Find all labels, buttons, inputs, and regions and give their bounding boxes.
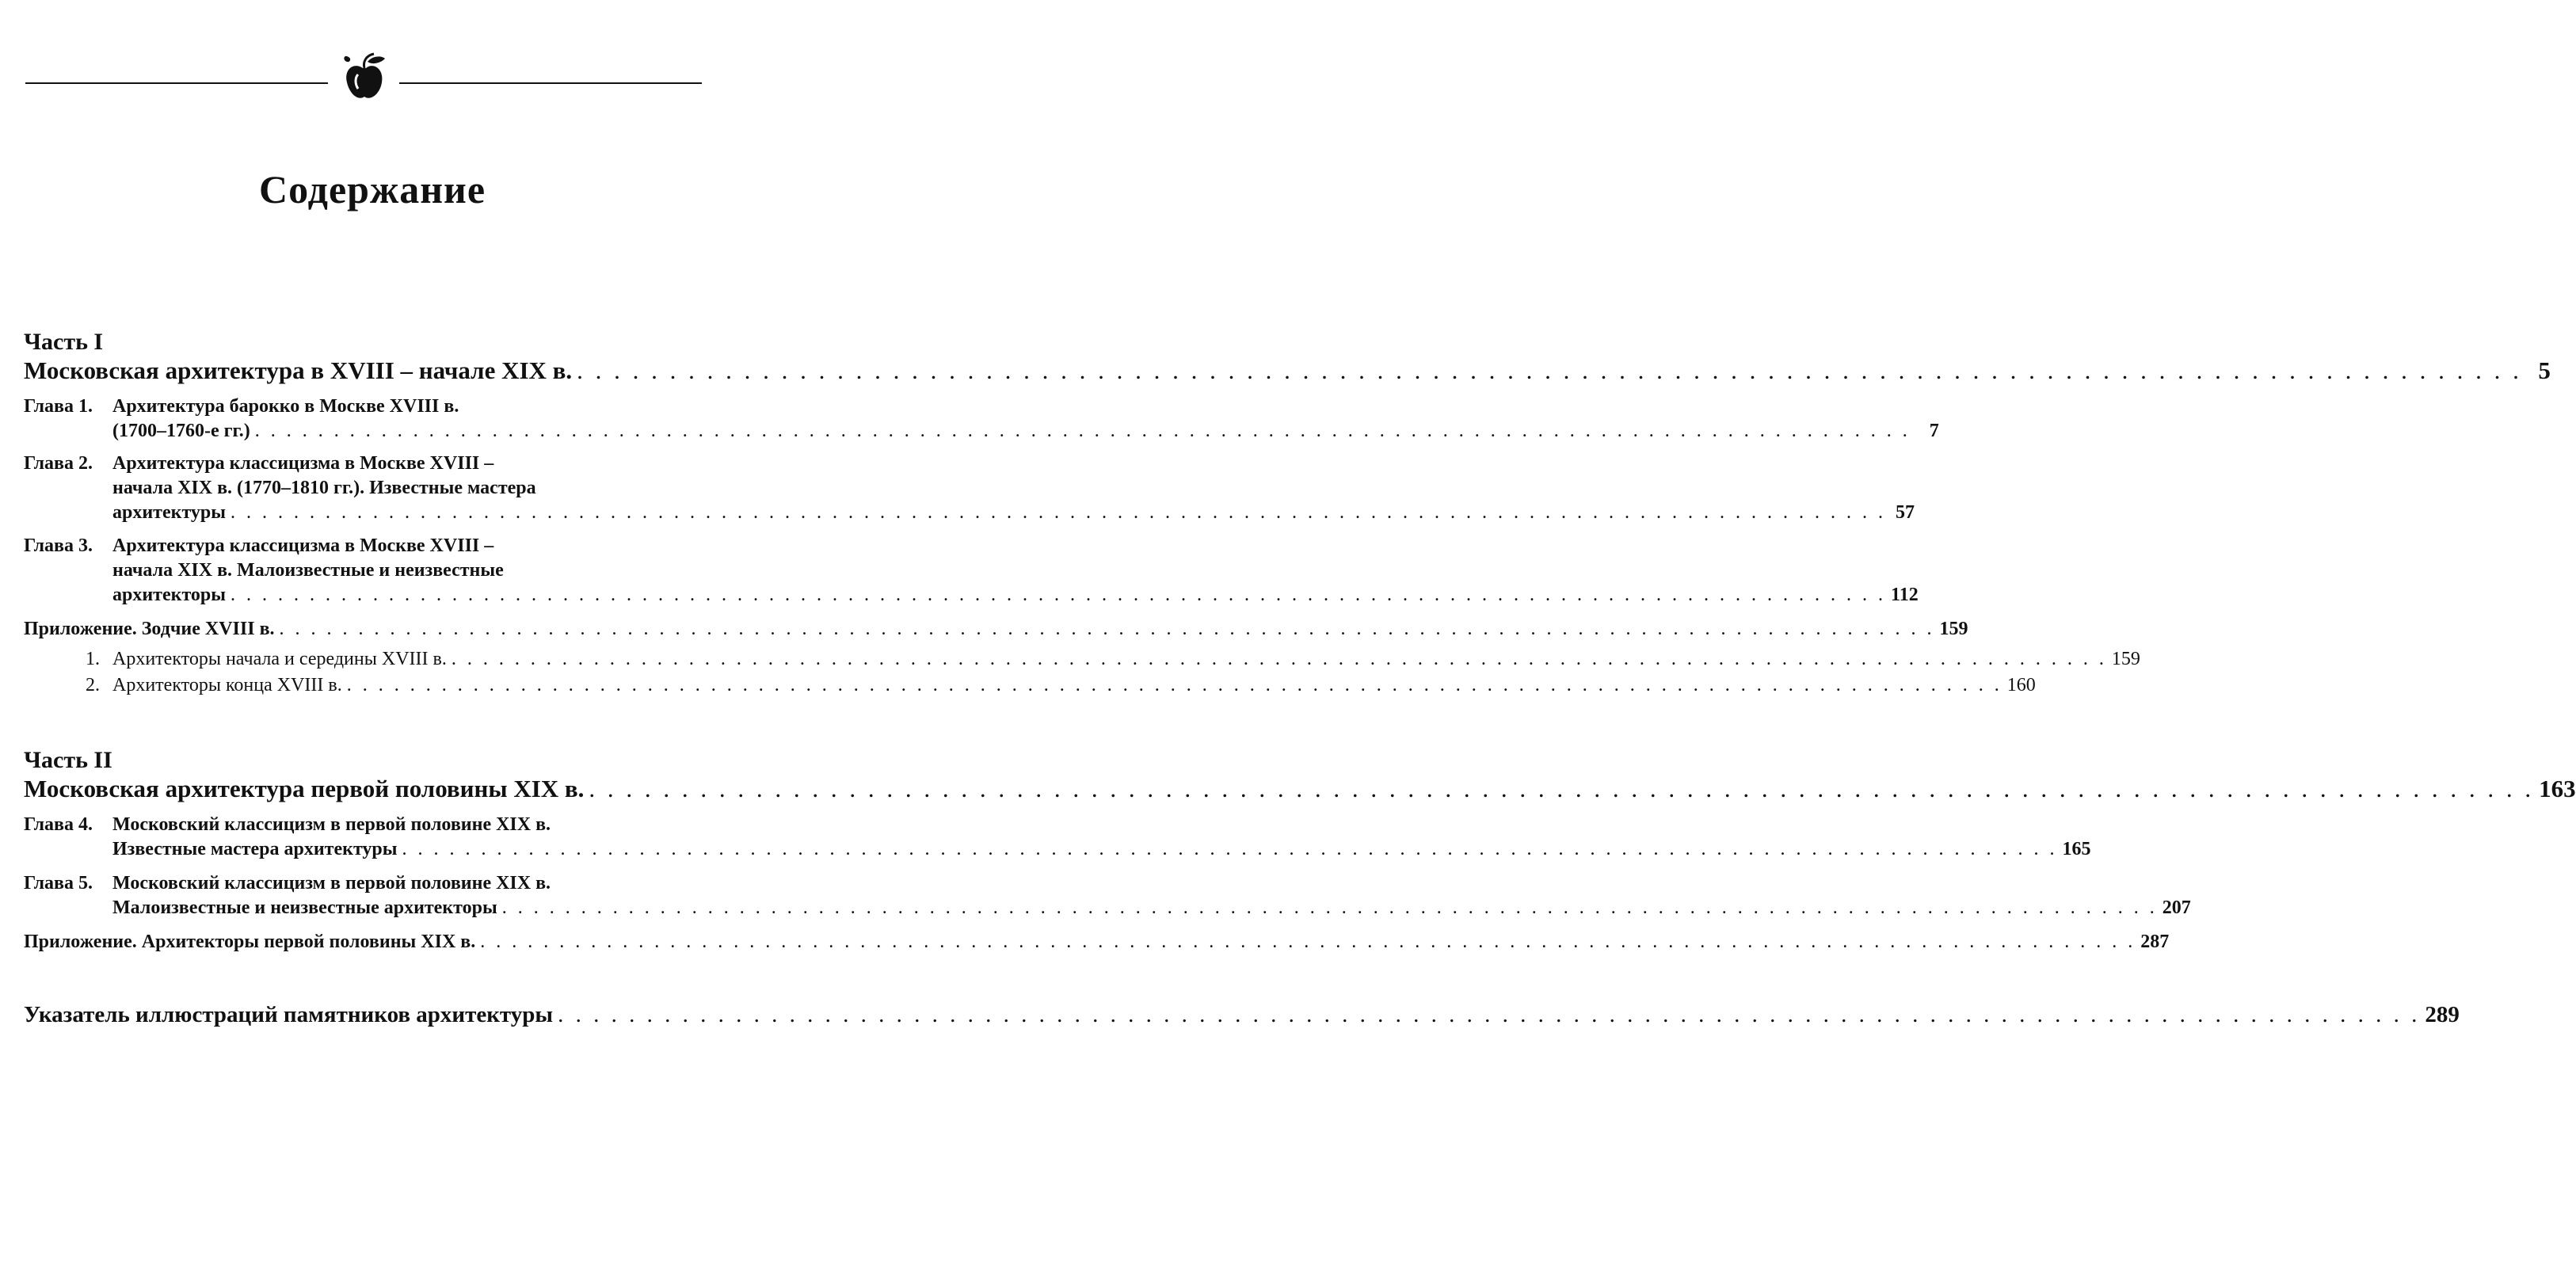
chapter-label: Глава 5. [24,873,93,894]
chapter-line: Малоизвестные и неизвестные архитекторы [112,897,497,918]
chapter-3[interactable] [24,534,1919,608]
chapter-page: 7 [1929,421,1939,441]
appendix-2[interactable] [24,929,2170,955]
part1-label [24,328,713,356]
chapter-label: Глава 1. [24,396,93,417]
chapter-line: Архитектура барокко в Москве XVIII в. [112,396,459,417]
page-title: Содержание [258,167,486,211]
part1-heading[interactable] [24,356,2551,385]
chapter-label: Глава 4. [24,814,93,835]
ornament-rule-right [399,82,702,84]
part1-label-text: Часть I [24,329,104,355]
index-title: Указатель иллюстраций памятников архитектуры [24,1002,554,1027]
apple-ornament-icon [339,51,390,106]
appendix-page: 159 [1939,619,1968,639]
item-text: Архитекторы начала и середины XVIII в. [112,649,447,669]
chapter-page: 165 [2062,839,2091,859]
appendix-title: Приложение. Зодчие XVIII в. [24,619,275,639]
item-page: 159 [2111,649,2140,669]
leader-dots [577,356,2522,385]
leader-dots [480,929,2136,955]
chapter-line: архитекторы [112,585,227,605]
part1-page: 5 [2538,356,2551,384]
chapter-2[interactable] [24,452,1915,525]
leader-dots [231,501,1886,525]
chapter-line: архитектуры [112,502,227,523]
chapter-1[interactable] [24,394,1939,444]
item-page: 160 [2006,675,2036,695]
chapter-line: (1700–1760-е гг.) [112,421,250,441]
part2-label [24,746,713,775]
part1-title: Московская архитектура в XVIII – начале XIX в. [24,356,573,384]
chapter-page: 57 [1896,502,1915,523]
appendix-title: Приложение. Архитекторы первой половины XIX в. [24,932,476,952]
leader-dots [558,1002,2420,1028]
chapter-label: Глава 2. [24,453,93,474]
leader-dots [347,673,2002,699]
appendix-page: 287 [2140,932,2170,952]
leader-dots [255,419,1911,444]
item-text: Архитекторы конца XVIII в. [112,675,342,695]
appendix-1-item-2[interactable] [24,673,2036,699]
index-entry[interactable] [24,1002,2460,1028]
chapter-line: начала XIX в. (1770–1810 гг.). Известные мастера [112,478,536,498]
chapter-line: Московский классицизм в первой половине XIX в. [112,814,551,835]
appendix-1[interactable] [24,616,1968,642]
ornament-rule-left [25,82,328,84]
index-page: 289 [2425,1002,2460,1027]
item-number: 2. [86,675,100,695]
part2-page: 163 [2539,775,2576,802]
chapter-4[interactable] [24,813,2091,862]
item-number: 1. [86,649,100,669]
part2-heading[interactable] [24,775,2576,803]
appendix-1-item-1[interactable] [24,646,2140,673]
chapter-5[interactable] [24,871,2191,920]
leader-dots [502,896,2158,920]
leader-dots [231,583,1886,608]
chapter-page: 207 [2162,897,2191,918]
part2-title: Московская архитектура первой половины XIX в. [24,775,585,802]
leader-dots [452,646,2107,673]
header-ornament [0,51,792,114]
chapter-line: Московский классицизм в первой половине XIX в. [112,873,551,894]
part2-label-text: Часть II [24,747,112,773]
chapter-line: начала XIX в. Малоизвестные и неизвестные [112,560,504,581]
leader-dots [402,837,2058,862]
chapter-label: Глава 3. [24,535,93,556]
chapter-line: Известные мастера архитектуры [112,839,398,859]
leader-dots [280,616,1935,642]
chapter-page: 112 [1891,585,1919,605]
leader-dots [589,775,2534,803]
chapter-line: Архитектура классицизма в Москве XVIII – [112,535,494,556]
chapter-line: Архитектура классицизма в Москве XVIII – [112,453,494,474]
